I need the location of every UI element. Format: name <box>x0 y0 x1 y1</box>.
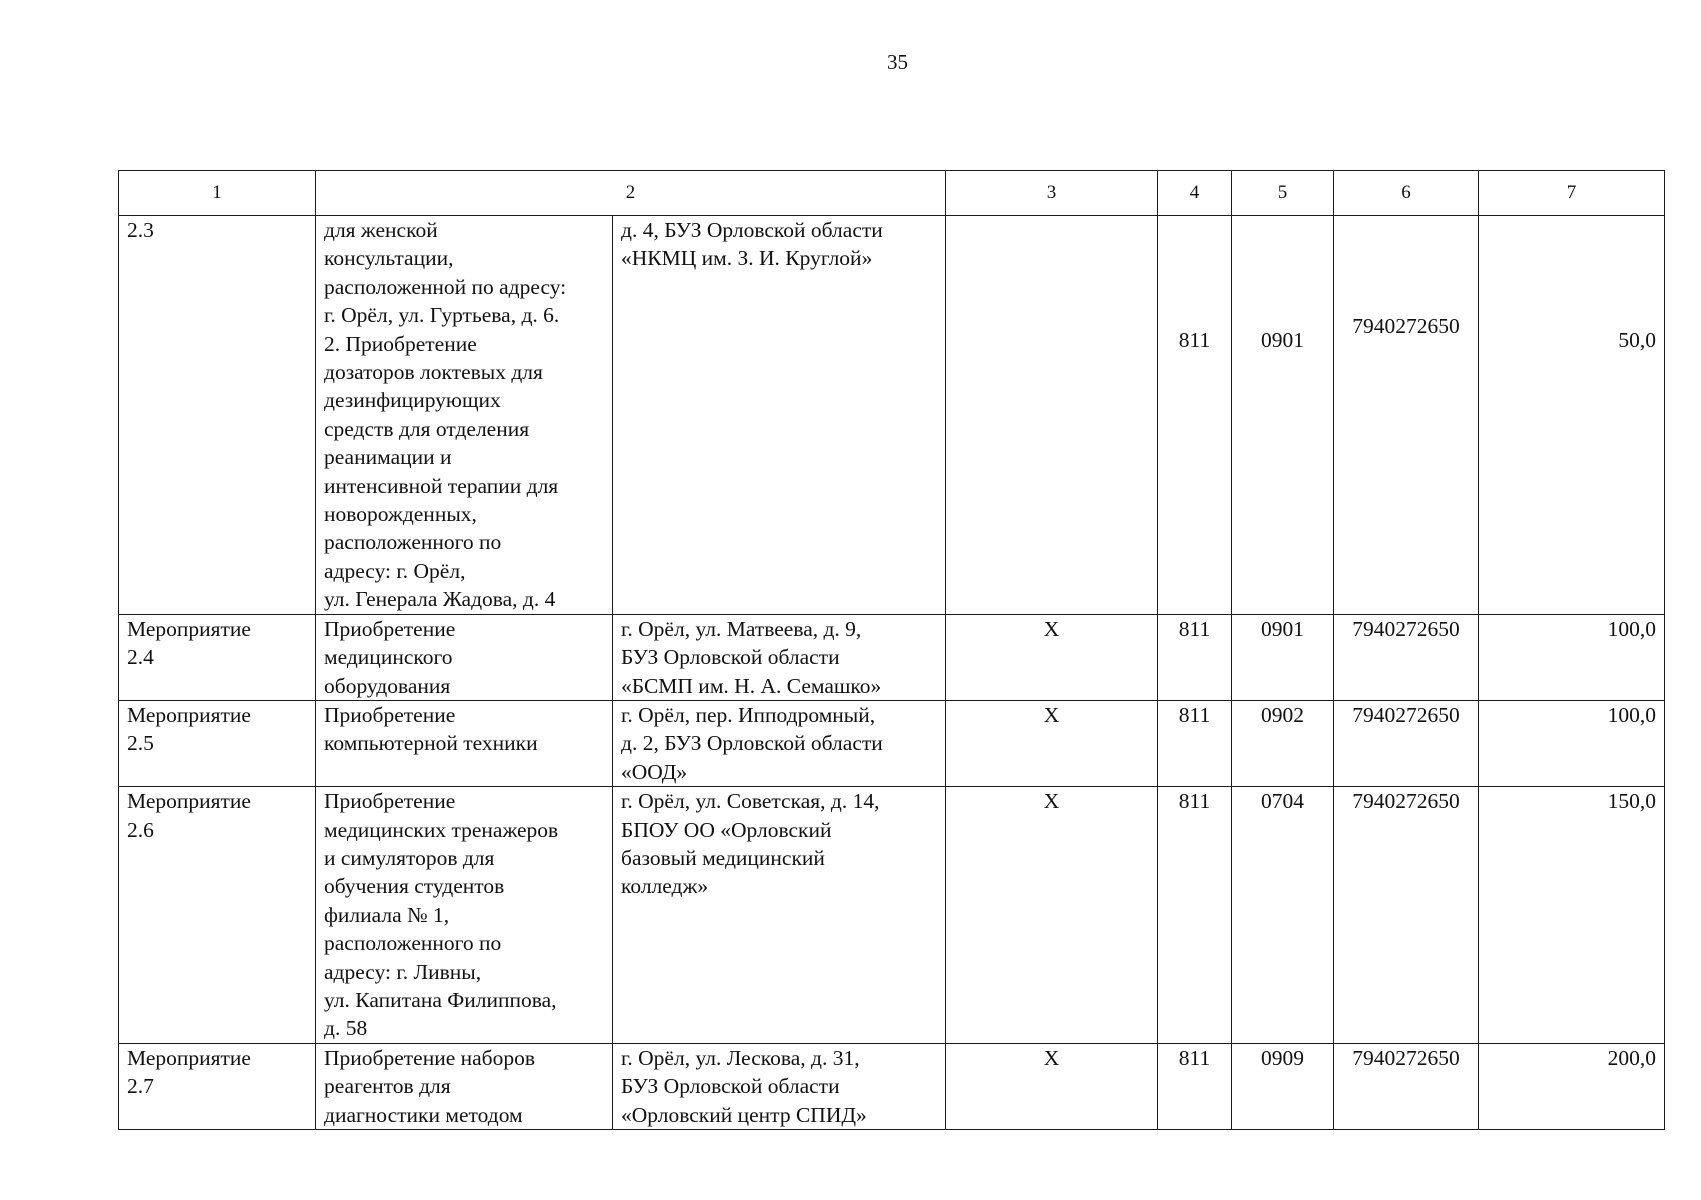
amount-cell: 150,0 <box>1479 787 1665 1044</box>
table-row <box>119 700 1665 786</box>
column-number-7: 7 <box>1479 171 1665 216</box>
page-number: 35 <box>887 50 908 74</box>
section-cell: 0901 <box>1232 614 1334 700</box>
activity-name-cell: Приобретение медицинского оборудования <box>316 614 613 700</box>
executor-cell: Х <box>946 700 1158 786</box>
section-cell: 0902 <box>1232 700 1334 786</box>
amount-cell: 100,0 <box>1479 614 1665 700</box>
address-cell: г. Орёл, ул. Матвеева, д. 9, БУЗ Орловской области «БСМП им. Н. А. Семашко» <box>613 614 946 700</box>
executor-cell: Х <box>946 1043 1158 1129</box>
target-article-cell: 7940272650 <box>1334 700 1479 786</box>
activity-name-cell: Приобретение компьютерной техники <box>316 700 613 786</box>
executor-cell: Х <box>946 614 1158 700</box>
activity-name-cell: для женской консультации, расположенной по адресу: г. Орёл, ул. Гуртьева, д. 6. 2. Приобретение дозаторов локтевых для дезинфицирующих средств для отделения реанимации и интенсивной терапии для новорожденных, расположенного по адресу: г. Орёл, ул. Генерала Жадова, д. 4 <box>316 216 613 615</box>
table-row <box>119 1043 1665 1129</box>
table-row <box>119 216 1665 615</box>
executor-cell <box>946 216 1158 615</box>
address-cell: г. Орёл, пер. Ипподромный, д. 2, БУЗ Орловской области «ООД» <box>613 700 946 786</box>
executor-cell: Х <box>946 787 1158 1044</box>
section-cell: 0909 <box>1232 1043 1334 1129</box>
activity-cell: Мероприятие 2.7 <box>119 1043 316 1129</box>
activity-cell: Мероприятие 2.5 <box>119 700 316 786</box>
activities-table <box>118 170 1665 1130</box>
column-number-6: 6 <box>1334 171 1479 216</box>
target-article-cell: 7940272650 <box>1334 787 1479 1044</box>
grbs-cell: 811 <box>1158 614 1232 700</box>
column-number-row <box>119 171 1665 216</box>
section-cell: 0704 <box>1232 787 1334 1044</box>
column-number-1: 1 <box>119 171 316 216</box>
column-number-5: 5 <box>1232 171 1334 216</box>
activity-cell: Мероприятие 2.6 <box>119 787 316 1044</box>
amount-cell: 50,0 <box>1479 216 1665 615</box>
column-number-3: 3 <box>946 171 1158 216</box>
grbs-cell: 811 <box>1158 787 1232 1044</box>
activity-cell: 2.3 <box>119 216 316 615</box>
grbs-cell: 811 <box>1158 216 1232 615</box>
section-cell: 0901 <box>1232 216 1334 615</box>
activity-name-cell: Приобретение наборов реагентов для диагностики методом <box>316 1043 613 1129</box>
target-article-cell: 7940272650 <box>1334 216 1479 615</box>
table-row <box>119 614 1665 700</box>
address-cell: г. Орёл, ул. Советская, д. 14, БПОУ ОО «Орловский базовый медицинский колледж» <box>613 787 946 1044</box>
address-cell: г. Орёл, ул. Лескова, д. 31, БУЗ Орловской области «Орловский центр СПИД» <box>613 1043 946 1129</box>
activity-cell: Мероприятие 2.4 <box>119 614 316 700</box>
column-number-4: 4 <box>1158 171 1232 216</box>
table-row <box>119 787 1665 1044</box>
target-article-cell: 7940272650 <box>1334 1043 1479 1129</box>
amount-cell: 200,0 <box>1479 1043 1665 1129</box>
target-article-cell: 7940272650 <box>1334 614 1479 700</box>
amount-cell: 100,0 <box>1479 700 1665 786</box>
address-cell: д. 4, БУЗ Орловской области «НКМЦ им. З. И. Круглой» <box>613 216 946 615</box>
grbs-cell: 811 <box>1158 700 1232 786</box>
grbs-cell: 811 <box>1158 1043 1232 1129</box>
column-number-2: 2 <box>316 171 946 216</box>
activity-name-cell: Приобретение медицинских тренажеров и симуляторов для обучения студентов филиала № 1, расположенного по адресу: г. Ливны, ул. Капитана Филиппова, д. 58 <box>316 787 613 1044</box>
